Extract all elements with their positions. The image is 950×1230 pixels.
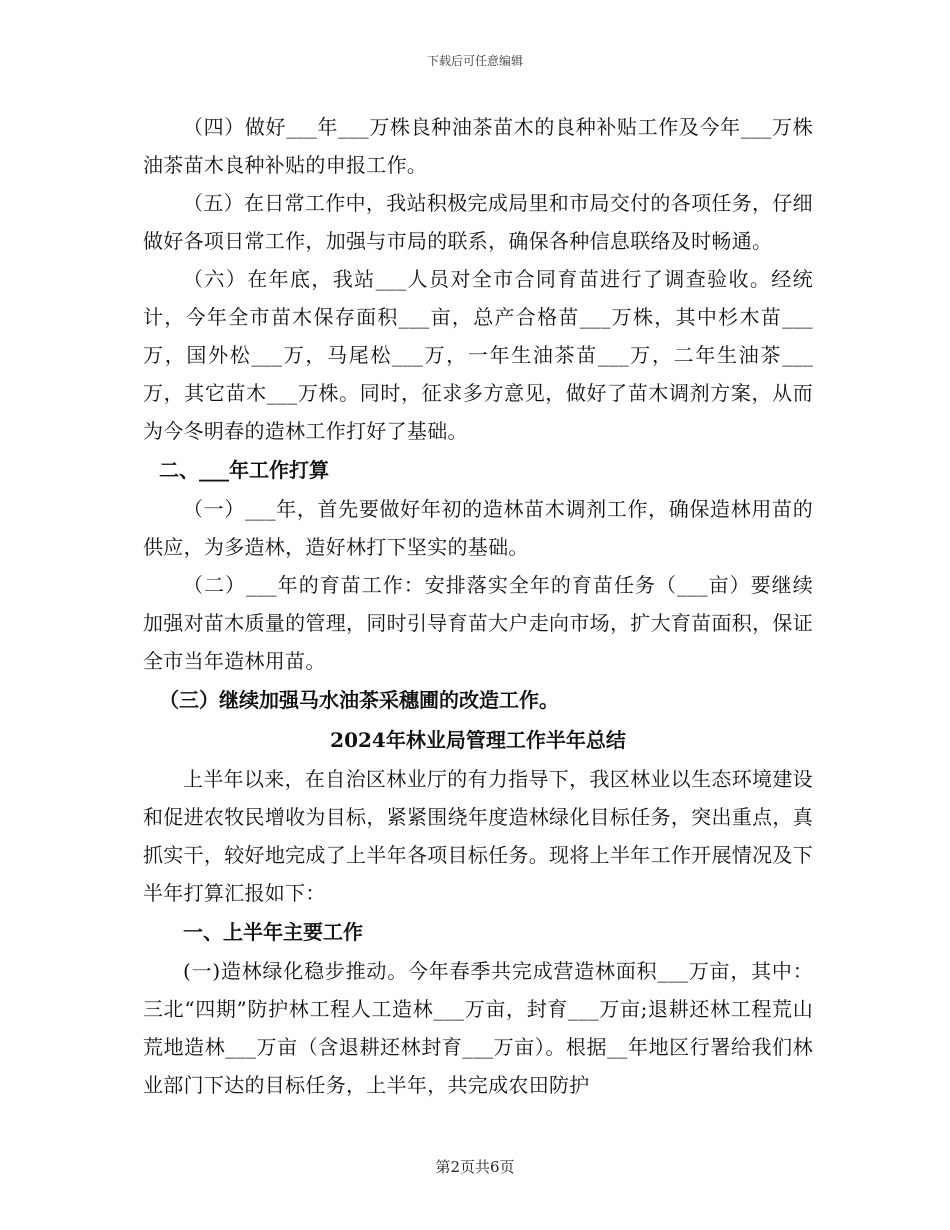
page-footer-pagination: 第2页共6页 <box>435 1158 515 1176</box>
paragraph-six: （六）在年底，我站___人员对全市合同育苗进行了调查验收。经统计，今年全市苗木保存面积___亩，总产合格苗___万株，其中杉木苗___万，国外松___万，马尾松___万，一年生油茶苗___万，二年生油茶___万，其它苗木___万株。同时，征求多方意见，做好了苗木调剂方案，从而为今冬明春的造林工作打好了基础。 <box>143 267 813 443</box>
document-title: 2024年林业局管理工作半年总结 <box>330 728 626 752</box>
section-heading-plan: 二、___年工作打算 <box>159 458 329 482</box>
plan-item-one: （一）___年，首先要做好年初的造林苗木调剂工作，确保造林用苗的供应，为多造林，造好林打下坚实的基础。 <box>143 497 813 559</box>
page-header-note: 下载后可任意编辑 <box>426 54 523 68</box>
paragraph-four: （四）做好___年___万株良种油茶苗木的良种补贴工作及今年___万株油茶苗木良种补贴的申报工作。 <box>143 115 813 177</box>
paragraph-five: （五）在日常工作中，我站积极完成局里和市局交付的各项任务，仔细做好各项日常工作，加强与市局的联系，确保各种信息联络及时畅通。 <box>143 191 813 253</box>
section-heading-main-work: 一、上半年主要工作 <box>183 920 363 944</box>
document-body <box>143 108 813 1104</box>
plan-item-three: （三）继续加强马水油茶采穗圃的改造工作。 <box>159 688 559 712</box>
afforestation-paragraph: (一)造林绿化稳步推动。今年春季共完成营造林面积___万亩，其中：三北“四期”防护林工程人工造林___万亩，封育___万亩;退耕还林工程荒山荒地造林___万亩（含退耕还林封育___万亩）。根据__年地区行署给我们林业部门下达的目标任务，上半年，共完成农田防护 <box>143 959 813 1097</box>
intro-paragraph: 上半年以来，在自治区林业厅的有力指导下，我区林业以生态环境建设和促进农牧民增收为目标，紧紧围绕年度造林绿化目标任务，突出重点，真抓实干，较好地完成了上半年各项目标任务。现将上半年工作开展情况及下半年打算汇报如下： <box>143 767 813 905</box>
plan-item-two: （二）___年的育苗工作：安排落实全年的育苗任务（___亩）要继续加强对苗木质量的管理，同时引导育苗大户走向市场，扩大育苗面积，保证全市当年造林用苗。 <box>143 573 813 673</box>
